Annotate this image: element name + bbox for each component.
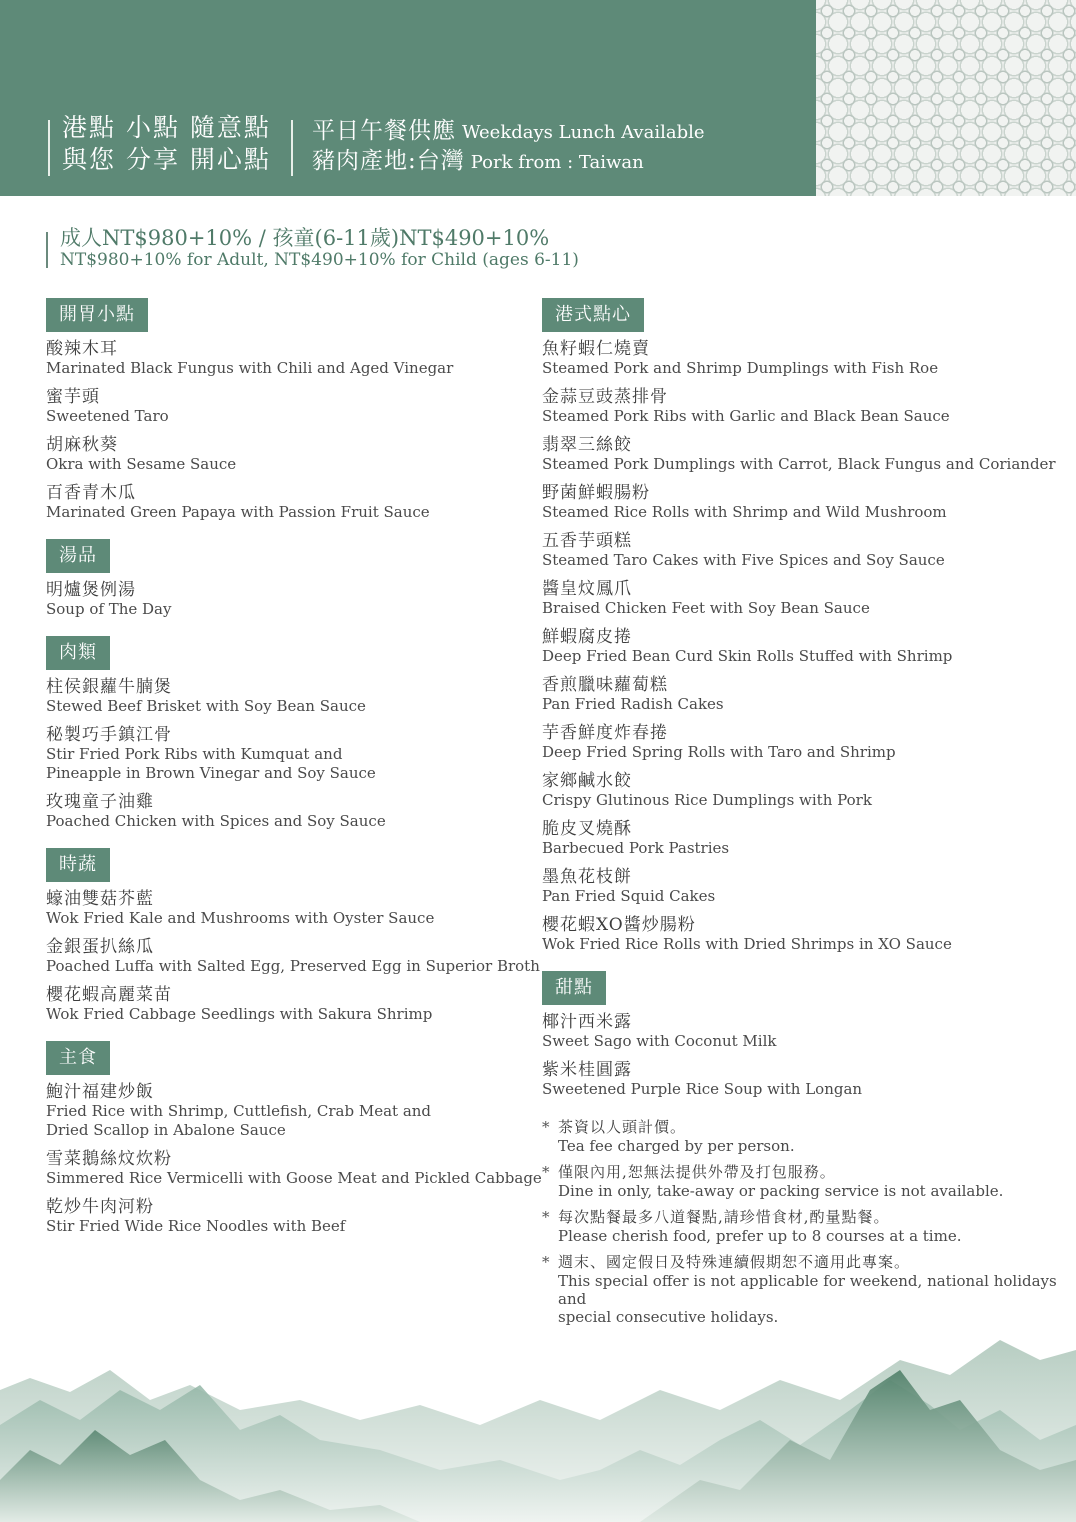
menu-item-name-en: Soup of The Day — [46, 600, 172, 618]
menu-item — [542, 483, 1062, 522]
menu-item-name-zh: 柱侯銀蘿牛腩煲 — [46, 677, 172, 697]
menu-item-name-en: Wok Fried Kale and Mushrooms with Oyster Sauce — [46, 909, 435, 927]
menu-item-name-en: Marinated Green Papaya with Passion Fruit Sauce — [46, 503, 430, 521]
slogan — [62, 112, 271, 176]
menu-item-name-zh: 蜜芋頭 — [46, 387, 100, 407]
menu-item-name-en: Steamed Pork and Shrimp Dumplings with Fish Roe — [542, 359, 939, 377]
menu-item-name-en: Wok Fried Cabbage Seedlings with Sakura Shrimp — [46, 1005, 433, 1023]
menu-item — [46, 435, 546, 474]
menu-item-name-zh: 酸辣木耳 — [46, 339, 118, 359]
note-text-zh: 僅限內用,恕無法提供外帶及打包服務。 — [558, 1163, 836, 1181]
menu-right-column — [542, 298, 1062, 1116]
menu-item-name-en: Marinated Black Fungus with Chili and Aged Vinegar — [46, 359, 454, 377]
divider-line — [291, 120, 293, 176]
price-marker — [46, 232, 48, 268]
menu-item — [542, 1060, 1062, 1099]
menu-item — [46, 725, 546, 783]
note-text-en: Please cherish food, prefer up to 8 courses at a time. — [558, 1227, 962, 1245]
menu-item-name-zh: 鮑汁福建炒飯 — [46, 1082, 154, 1102]
menu-item-name-zh: 野菌鮮蝦腸粉 — [542, 483, 650, 503]
menu-item — [46, 677, 546, 716]
menu-items — [542, 1012, 1062, 1099]
menu-item-name-en: Fried Rice with Shrimp, Cuttlefish, Crab Meat and Dried Scallop in Abalone Sauce — [46, 1102, 432, 1139]
section-title: 肉類 — [46, 636, 110, 670]
menu-item — [46, 387, 546, 426]
note-text-zh: 週末、國定假日及特殊連續假期恕不適用此專案。 — [558, 1253, 911, 1271]
menu-item-name-zh: 百香青木瓜 — [46, 483, 136, 503]
menu-item-name-en: Okra with Sesame Sauce — [46, 455, 237, 473]
menu-item-name-zh: 翡翠三絲餃 — [542, 435, 632, 455]
menu-item — [542, 723, 1062, 762]
menu-item-name-en: Deep Fried Spring Rolls with Taro and Shrimp — [542, 743, 896, 761]
menu-item-name-en: Pan Fried Radish Cakes — [542, 695, 724, 713]
menu-item — [542, 531, 1062, 570]
section-title: 開胃小點 — [46, 298, 148, 332]
menu-item-name-zh: 秘製巧手鎮江骨 — [46, 725, 172, 745]
menu-item-name-en: Simmered Rice Vermicelli with Goose Meat and Pickled Cabbage — [46, 1169, 542, 1187]
menu-item — [542, 1012, 1062, 1051]
slogan-line: 與您 分享 開心點 — [62, 145, 271, 174]
menu-item-name-zh: 鮮蝦腐皮捲 — [542, 627, 632, 647]
menu-item-name-zh: 明爐煲例湯 — [46, 580, 136, 600]
menu-item — [542, 915, 1062, 954]
menu-items — [46, 580, 546, 619]
availability-zh: 平日午餐供應 — [312, 118, 456, 144]
menu-item-name-en: Poached Chicken with Spices and Soy Sauce — [46, 812, 386, 830]
availability-en: Weekdays Lunch Available — [462, 122, 705, 143]
menu-item-name-zh: 櫻花蝦高麗菜苗 — [46, 985, 172, 1005]
menu-section — [542, 971, 1062, 1099]
menu-item-name-zh: 五香芋頭糕 — [542, 531, 632, 551]
menu-section — [46, 636, 546, 831]
menu-item-name-en: Poached Luffa with Salted Egg, Preserved Egg in Superior Broth — [46, 957, 540, 975]
menu-item-name-en: Wok Fried Rice Rolls with Dried Shrimps in XO Sauce — [542, 935, 952, 953]
section-title: 主食 — [46, 1041, 110, 1075]
menu-item-name-en: Stir Fried Pork Ribs with Kumquat and Pineapple in Brown Vinegar and Soy Sauce — [46, 745, 376, 782]
slogan-line: 港點 小點 隨意點 — [62, 113, 271, 142]
menu-item-name-zh: 家鄉鹹水餃 — [542, 771, 632, 791]
menu-item-name-zh: 香煎臘味蘿蔔糕 — [542, 675, 668, 695]
menu-item-name-en: Sweetened Purple Rice Soup with Longan — [542, 1080, 863, 1098]
menu-item — [542, 387, 1062, 426]
section-title: 甜點 — [542, 971, 606, 1005]
availability-info — [312, 116, 705, 176]
menu-section — [46, 539, 546, 619]
menu-items — [46, 677, 546, 831]
menu-item — [46, 792, 546, 831]
note-marker: * — [542, 1253, 550, 1271]
menu-item-name-zh: 櫻花蝦XO醬炒腸粉 — [542, 915, 696, 935]
menu-item-name-zh: 紫米桂圓露 — [542, 1060, 632, 1080]
menu-item — [542, 627, 1062, 666]
menu-item — [542, 867, 1062, 906]
menu-item-name-zh: 脆皮叉燒酥 — [542, 819, 632, 839]
menu-item-name-en: Steamed Pork Ribs with Garlic and Black Bean Sauce — [542, 407, 950, 425]
menu-item — [46, 937, 546, 976]
menu-item-name-en: Pan Fried Squid Cakes — [542, 887, 716, 905]
menu-left-column — [46, 298, 546, 1253]
note-text-en: This special offer is not applicable for weekend, national holidays and special consecutive holidays. — [558, 1272, 1057, 1326]
menu-item-name-zh: 胡麻秋葵 — [46, 435, 118, 455]
section-title: 港式點心 — [542, 298, 644, 332]
note-text-zh: 每次點餐最多八道餐點,請珍惜食材,酌量點餐。 — [558, 1208, 890, 1226]
menu-item — [542, 771, 1062, 810]
decorative-pattern — [816, 0, 1076, 196]
menu-item-name-zh: 魚籽蝦仁燒賣 — [542, 339, 650, 359]
menu-item-name-zh: 金銀蛋扒絲瓜 — [46, 937, 154, 957]
menu-item-name-en: Braised Chicken Feet with Soy Bean Sauce — [542, 599, 870, 617]
price-zh: 成人NT$980+10% / 孩童(6-11歲)NT$490+10% — [60, 226, 550, 250]
menu-item — [542, 675, 1062, 714]
menu-item — [46, 580, 546, 619]
menu-item-name-en: Stir Fried Wide Rice Noodles with Beef — [46, 1217, 346, 1235]
menu-item — [46, 483, 546, 522]
note-text-en: Tea fee charged by per person. — [558, 1137, 795, 1155]
menu-item-name-zh: 雪菜鵝絲炆炊粉 — [46, 1149, 172, 1169]
header-banner — [0, 0, 1076, 196]
note-text-en: Dine in only, take-away or packing service is not available. — [558, 1182, 1004, 1200]
menu-item-name-zh: 芋香鮮度炸春捲 — [542, 723, 668, 743]
pork-origin-en: Pork from : Taiwan — [470, 152, 644, 173]
menu-item — [46, 1082, 546, 1140]
note-marker: * — [542, 1208, 550, 1226]
menu-item — [46, 985, 546, 1024]
menu-item-name-en: Steamed Rice Rolls with Shrimp and Wild Mushroom — [542, 503, 947, 521]
menu-section — [46, 1041, 546, 1236]
note-item — [542, 1253, 1062, 1326]
menu-item-name-zh: 椰汁西米露 — [542, 1012, 632, 1032]
menu-item-name-zh: 蠔油雙菇芥藍 — [46, 889, 154, 909]
menu-item-name-en: Sweetened Taro — [46, 407, 169, 425]
section-title: 時蔬 — [46, 848, 110, 882]
menu-item-name-en: Stewed Beef Brisket with Soy Bean Sauce — [46, 697, 366, 715]
menu-item — [542, 339, 1062, 378]
note-marker: * — [542, 1163, 550, 1181]
menu-item — [542, 579, 1062, 618]
notes — [542, 1118, 1062, 1334]
menu-item — [542, 435, 1062, 474]
note-marker: * — [542, 1118, 550, 1136]
menu-item-name-zh: 醬皇炆鳳爪 — [542, 579, 632, 599]
menu-item-name-en: Crispy Glutinous Rice Dumplings with Pork — [542, 791, 872, 809]
menu-item-name-en: Sweet Sago with Coconut Milk — [542, 1032, 777, 1050]
pork-origin-zh: 豬肉產地:台灣 — [312, 148, 465, 174]
menu-section — [46, 298, 546, 522]
menu-item-name-en: Steamed Pork Dumplings with Carrot, Black Fungus and Coriander — [542, 455, 1056, 473]
menu-items — [542, 339, 1062, 954]
menu-section — [46, 848, 546, 1024]
mountain-illustration — [0, 1330, 1076, 1522]
menu-item — [46, 1149, 546, 1188]
menu-item — [46, 1197, 546, 1236]
menu-item-name-zh: 乾炒牛肉河粉 — [46, 1197, 154, 1217]
price-en: NT$980+10% for Adult, NT$490+10% for Child (ages 6-11) — [60, 250, 579, 270]
note-item — [542, 1163, 1062, 1200]
menu-item — [542, 819, 1062, 858]
menu-items — [46, 889, 546, 1024]
menu-item-name-en: Barbecued Pork Pastries — [542, 839, 730, 857]
menu-items — [46, 339, 546, 522]
menu-section — [542, 298, 1062, 954]
menu-item — [46, 889, 546, 928]
note-item — [542, 1208, 1062, 1245]
note-item — [542, 1118, 1062, 1155]
menu-item — [46, 339, 546, 378]
menu-item-name-zh: 墨魚花枝餅 — [542, 867, 632, 887]
divider-line — [48, 120, 50, 176]
menu-item-name-zh: 金蒜豆豉蒸排骨 — [542, 387, 668, 407]
menu-item-name-zh: 玫瑰童子油雞 — [46, 792, 154, 812]
menu-items — [46, 1082, 546, 1236]
menu-item-name-en: Steamed Taro Cakes with Five Spices and Soy Sauce — [542, 551, 945, 569]
section-title: 湯品 — [46, 539, 110, 573]
note-text-zh: 茶資以人頭計價。 — [558, 1118, 687, 1136]
menu-item-name-en: Deep Fried Bean Curd Skin Rolls Stuffed with Shrimp — [542, 647, 953, 665]
